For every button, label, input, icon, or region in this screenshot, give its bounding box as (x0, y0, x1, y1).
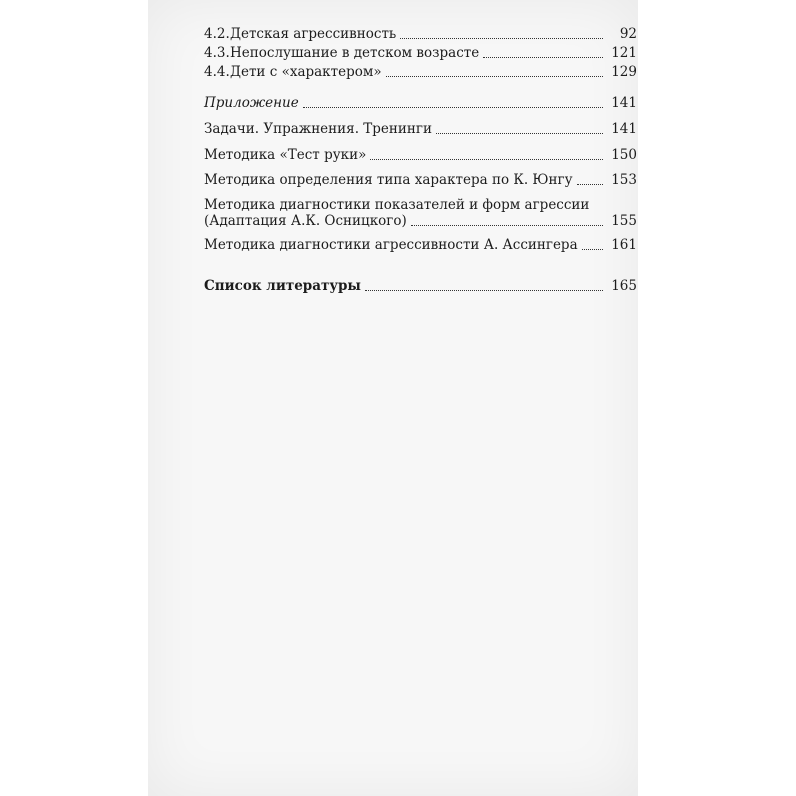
toc-entry-title: Непослушание в детском возрасте (230, 45, 480, 61)
toc-entry-number: 4.4. (204, 64, 230, 80)
appendix-item-title: Методика «Тест руки» (204, 147, 367, 163)
toc-references[interactable] (204, 278, 637, 295)
toc-entry[interactable] (204, 64, 637, 81)
appendix-item-line2[interactable] (204, 213, 637, 230)
dot-leader (400, 38, 603, 39)
dot-leader (370, 159, 603, 160)
dot-leader (582, 249, 603, 250)
appendix-item[interactable] (204, 147, 637, 164)
references-title: Список литературы (204, 278, 361, 294)
dot-leader (365, 290, 603, 291)
toc-entry-page: 129 (611, 64, 637, 80)
appendix-item-title: Методика определения типа характера по К. Юнгу (204, 172, 573, 188)
toc-entry-title: Дети с «характером» (230, 64, 382, 80)
toc-entry[interactable] (204, 45, 637, 62)
appendix-item[interactable] (204, 237, 637, 254)
dot-leader (303, 107, 603, 108)
appendix-item-page: 150 (611, 147, 637, 163)
appendix-item-title-continued: (Адаптация А.К. Осницкого) (204, 213, 407, 229)
appendix-item-title: Методика диагностики показателей и форм агрессии (204, 197, 590, 213)
appendix-item-page: 153 (611, 172, 637, 188)
dot-leader (483, 57, 603, 58)
references-page: 165 (611, 278, 637, 294)
appendix-item-title: Задачи. Упражнения. Тренинги (204, 121, 432, 137)
appendix-item[interactable] (204, 172, 637, 189)
toc-entry-page: 92 (619, 26, 637, 42)
dot-leader (386, 76, 603, 77)
appendix-title: Приложение (204, 95, 299, 111)
dot-leader (577, 184, 603, 185)
appendix-item-page: 141 (611, 121, 637, 137)
appendix-item-line1[interactable] (204, 197, 637, 214)
toc-entry-title: Детская агрессивность (230, 26, 397, 42)
toc-entry-number: 4.2. (204, 26, 230, 42)
dot-leader (436, 133, 603, 134)
appendix-item[interactable] (204, 121, 637, 138)
toc-appendix[interactable] (204, 95, 637, 112)
toc-entry[interactable] (204, 26, 637, 43)
appendix-item-page: 155 (611, 213, 637, 229)
dot-leader (411, 225, 603, 226)
appendix-item-title: Методика диагностики агрессивности А. Ассингера (204, 237, 578, 253)
appendix-page: 141 (611, 95, 637, 111)
toc-entry-number: 4.3. (204, 45, 230, 61)
toc-entry-page: 121 (611, 45, 637, 61)
appendix-item-page: 161 (611, 237, 637, 253)
